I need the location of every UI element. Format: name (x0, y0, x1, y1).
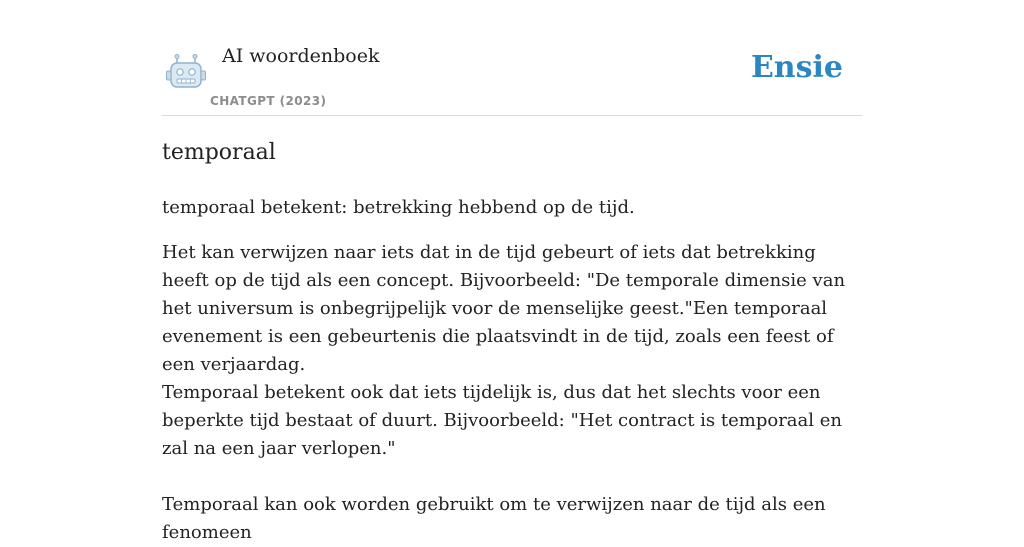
entry-paragraph: Het kan verwijzen naar iets dat in de tijd gebeurt of iets dat betrekking heeft op de tijd als een concept. Bijvoorbeeld: "De temporale dimensie van het universum is onbegrijpelijk voor de menselijke geest."Een temporaal evenement is een gebeurtenis die plaatsvindt in de tijd, zoals een feest of een verjaardag. (162, 242, 846, 375)
entry-paragraph: Temporaal kan ook worden gebruikt om te verwijzen naar de tijd als een fenomeen (162, 494, 826, 543)
robot-icon (165, 52, 207, 90)
entry-paragraph: Temporaal betekent ook dat iets tijdelijk is, dus dat het slechts voor een beperkte tijd bestaat of duurt. Bijvoorbeeld: "Het contract is temporaal en zal na een jaar verlopen." (162, 382, 842, 459)
dictionary-source: CHATGPT (2023) (210, 94, 327, 108)
dictionary-title[interactable]: AI woordenboek (222, 45, 380, 67)
entry-definition: temporaal betekent: betrekking hebbend op de tijd. (162, 197, 635, 218)
entry-word: temporaal (162, 140, 276, 165)
page-container (162, 0, 862, 543)
brand-logo[interactable]: Ensie (750, 50, 843, 85)
dictionary-header (162, 0, 862, 116)
